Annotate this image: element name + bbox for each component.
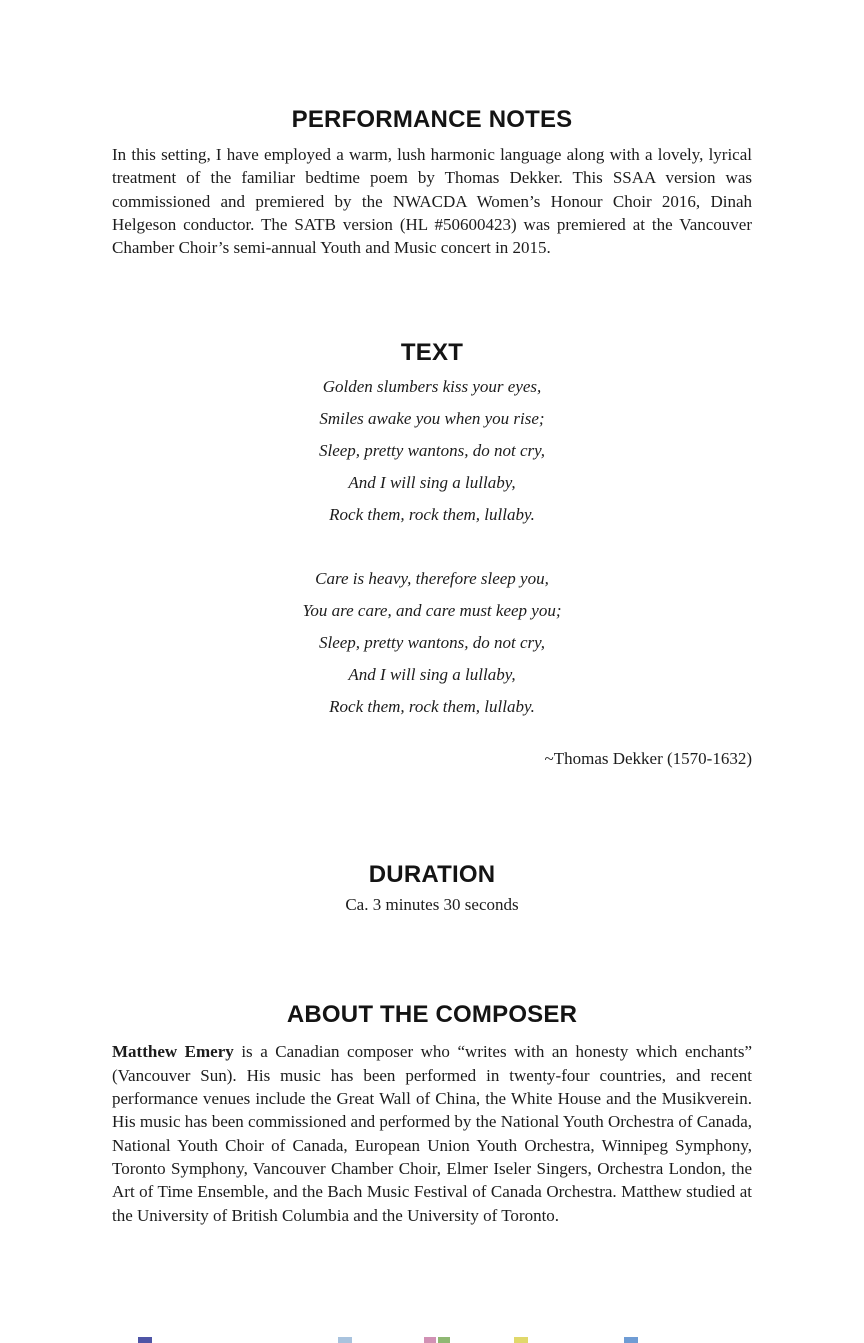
composer-name: Matthew Emery — [112, 1042, 234, 1062]
printer-mark — [338, 1337, 352, 1343]
page-content — [112, 0, 752, 1227]
about-the-composer-heading: ABOUT THE COMPOSER — [286, 1001, 578, 1029]
duration-value: Ca. 3 minutes 30 seconds — [345, 895, 519, 915]
about-composer-body: is a Canadian composer who “writes with an honesty which enchants” (Vancouver Sun). His music has been performed in twenty-four countries, and recent performance venues include the Great Wall of China, the White House and the Musikverein. His music has been commissioned and performed by the National Youth Orchestra of Canada, National Youth Choir of Canada, European Union Youth Orchestra, Winnipeg Symphony, Toronto Symphony, Vancouver Chamber Choir, Elmer Iseler Singers, Orchestra London, the Art of Time Ensemble, and the Bach Music Festival of Canada Orchestra. Matthew studied at the University of British Columbia and the University of Toronto. — [112, 1042, 752, 1225]
poem-stanza-2 — [112, 563, 752, 723]
performance-notes-paragraph: In this setting, I have employed a warm, lush harmonic language along with a lovely, lyrical treatment of the familiar bedtime poem by Thomas Dekker. This SSAA version was commissioned and premiered by the NWACDA Women’s Honour Choir 2016, Dinah Helgeson conductor. The SATB version (HL #50600423) was premiered at the Vancouver Chamber Choir’s semi-annual Youth and Music concert in 2015. — [112, 145, 752, 258]
poem-line: Golden slumbers kiss your eyes, — [322, 377, 542, 397]
poem-line: And I will sing a lullaby, — [348, 665, 516, 685]
poem-line: Rock them, rock them, lullaby. — [329, 697, 535, 717]
poem-line: And I will sing a lullaby, — [348, 473, 516, 493]
poem-line: You are care, and care must keep you; — [302, 601, 562, 621]
printer-mark — [514, 1337, 528, 1343]
about-composer-paragraph — [112, 1040, 752, 1226]
printer-mark — [624, 1337, 638, 1343]
printer-mark — [424, 1337, 436, 1343]
poem-line: Smiles awake you when you rise; — [319, 409, 545, 429]
poem-stanza-1 — [112, 371, 752, 531]
printer-color-marks — [0, 1336, 864, 1343]
text-heading: TEXT — [400, 339, 464, 367]
poem-attribution: ~Thomas Dekker (1570-1632) — [544, 749, 752, 769]
poem-line: Sleep, pretty wantons, do not cry, — [318, 633, 545, 653]
printer-mark — [138, 1337, 152, 1343]
poem-line: Rock them, rock them, lullaby. — [329, 505, 535, 525]
duration-heading: DURATION — [368, 861, 496, 889]
poem-line: Care is heavy, therefore sleep you, — [315, 569, 549, 589]
poem-line: Sleep, pretty wantons, do not cry, — [318, 441, 545, 461]
performance-notes-heading: PERFORMANCE NOTES — [291, 106, 573, 133]
printer-mark — [438, 1337, 450, 1343]
